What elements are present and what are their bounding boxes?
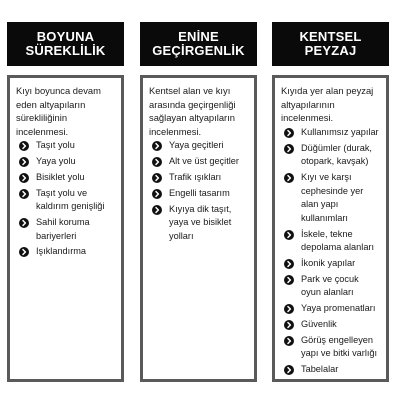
list-item-label: Tabelalar [301,363,339,374]
chevron-circle-right-icon [284,365,294,375]
list-item-label: Yaya yolu [36,156,76,167]
chevron-circle-right-icon [19,157,29,167]
column-title-line: GEÇİRGENLİK [152,43,245,58]
list-item-label: Trafik ışıkları [169,171,222,182]
list-item-label: Görüş engelleyen yapı ve bitki varlığı [301,334,378,359]
list-item-label: Park ve çocuk oyun alanları [301,273,359,298]
column-title-line: SÜREKLİLİK [25,43,106,58]
column-kentsel-peyzaj [272,22,389,382]
list-item-label: Kıyı ve karşı cephesinde yer alan yapı kullanımları [301,171,364,223]
list-item [16,245,116,259]
list-item [149,155,249,169]
chevron-circle-right-icon [284,144,294,154]
list-item [281,334,381,361]
column-title-line: KENTSEL [299,29,362,44]
list-item [16,155,116,169]
chevron-circle-right-icon [19,173,29,183]
column-enine-gecirgenlik [140,22,257,382]
chevron-circle-right-icon [19,247,29,257]
list-item-label: Işıklandırma [36,246,87,257]
chevron-circle-right-icon [284,128,294,138]
column-intro: Kıyıda yer alan peyzaj altyapılarının incelenmesi. [281,85,374,124]
chevron-circle-right-icon [152,141,162,151]
list-item-label: Alt ve üst geçitler [169,156,239,167]
chevron-circle-right-icon [284,230,294,240]
chevron-circle-right-icon [19,189,29,199]
column-header [7,22,124,66]
column-title-line: BOYUNA [36,29,95,44]
list-item-label: Kullanımsız yapılar [301,126,379,137]
list-item-label: Taşıt yolu [36,140,75,151]
list-item [281,142,381,169]
list-item [281,257,381,271]
list-item-label: Güvenlik [301,318,337,329]
list-item [281,228,381,255]
list-item-label: Sahil koruma bariyerleri [36,217,90,241]
chevron-circle-right-icon [19,141,29,151]
chevron-circle-right-icon [152,205,162,215]
list-item-label: İskele, tekne depolama alanları [301,228,375,253]
list-item-label: Yaya promenatları [301,303,376,314]
list-item [149,139,249,153]
list-item-label: Düğümler (durak, otopark, kavşak) [301,142,372,167]
list-item [281,171,381,225]
chevron-circle-right-icon [284,336,294,346]
column-header [140,22,257,66]
column-content-box [272,75,389,382]
column-intro: Kıyı boyunca devam eden altyapıların sürekliliğinin incelenmesi. [16,85,101,137]
list-item [281,318,381,332]
column-content-box [140,75,257,382]
list-item [281,363,381,377]
chevron-circle-right-icon [152,157,162,167]
chevron-circle-right-icon [284,259,294,269]
column-header [272,22,389,66]
list-item [149,187,249,201]
list-item [281,126,381,140]
list-item [16,187,116,214]
item-list [149,139,249,243]
chevron-circle-right-icon [284,275,294,285]
column-title-line: ENİNE [178,29,219,44]
list-item [149,203,249,244]
chevron-circle-right-icon [284,304,294,314]
chevron-circle-right-icon [284,173,294,183]
column-content-box [7,75,124,382]
list-item-label: Engelli tasarım [169,187,230,198]
list-item [16,216,116,243]
item-list [16,139,116,259]
list-item [16,171,116,185]
list-item [149,171,249,185]
list-item [281,302,381,316]
chevron-circle-right-icon [19,218,29,228]
column-boyuna-sureklilik [7,22,124,382]
list-item-label: Yaya geçitleri [169,140,224,151]
list-item [16,139,116,153]
item-list [281,126,381,377]
chevron-circle-right-icon [152,173,162,183]
list-item-label: Bisiklet yolu [36,171,85,182]
list-item-label: Taşıt yolu ve kaldırım genişliği [36,187,105,212]
chevron-circle-right-icon [284,320,294,330]
chevron-circle-right-icon [152,189,162,199]
list-item [281,273,381,300]
column-intro: Kentsel alan ve kıyı arasında geçirgenliği sağlayan altyapıların incelenmesi. [149,85,236,137]
column-title-line: PEYZAJ [304,43,357,58]
list-item-label: Kıyıya dik taşıt, yaya ve bisiklet yolları [169,203,232,241]
list-item-label: İkonik yapılar [301,257,356,268]
